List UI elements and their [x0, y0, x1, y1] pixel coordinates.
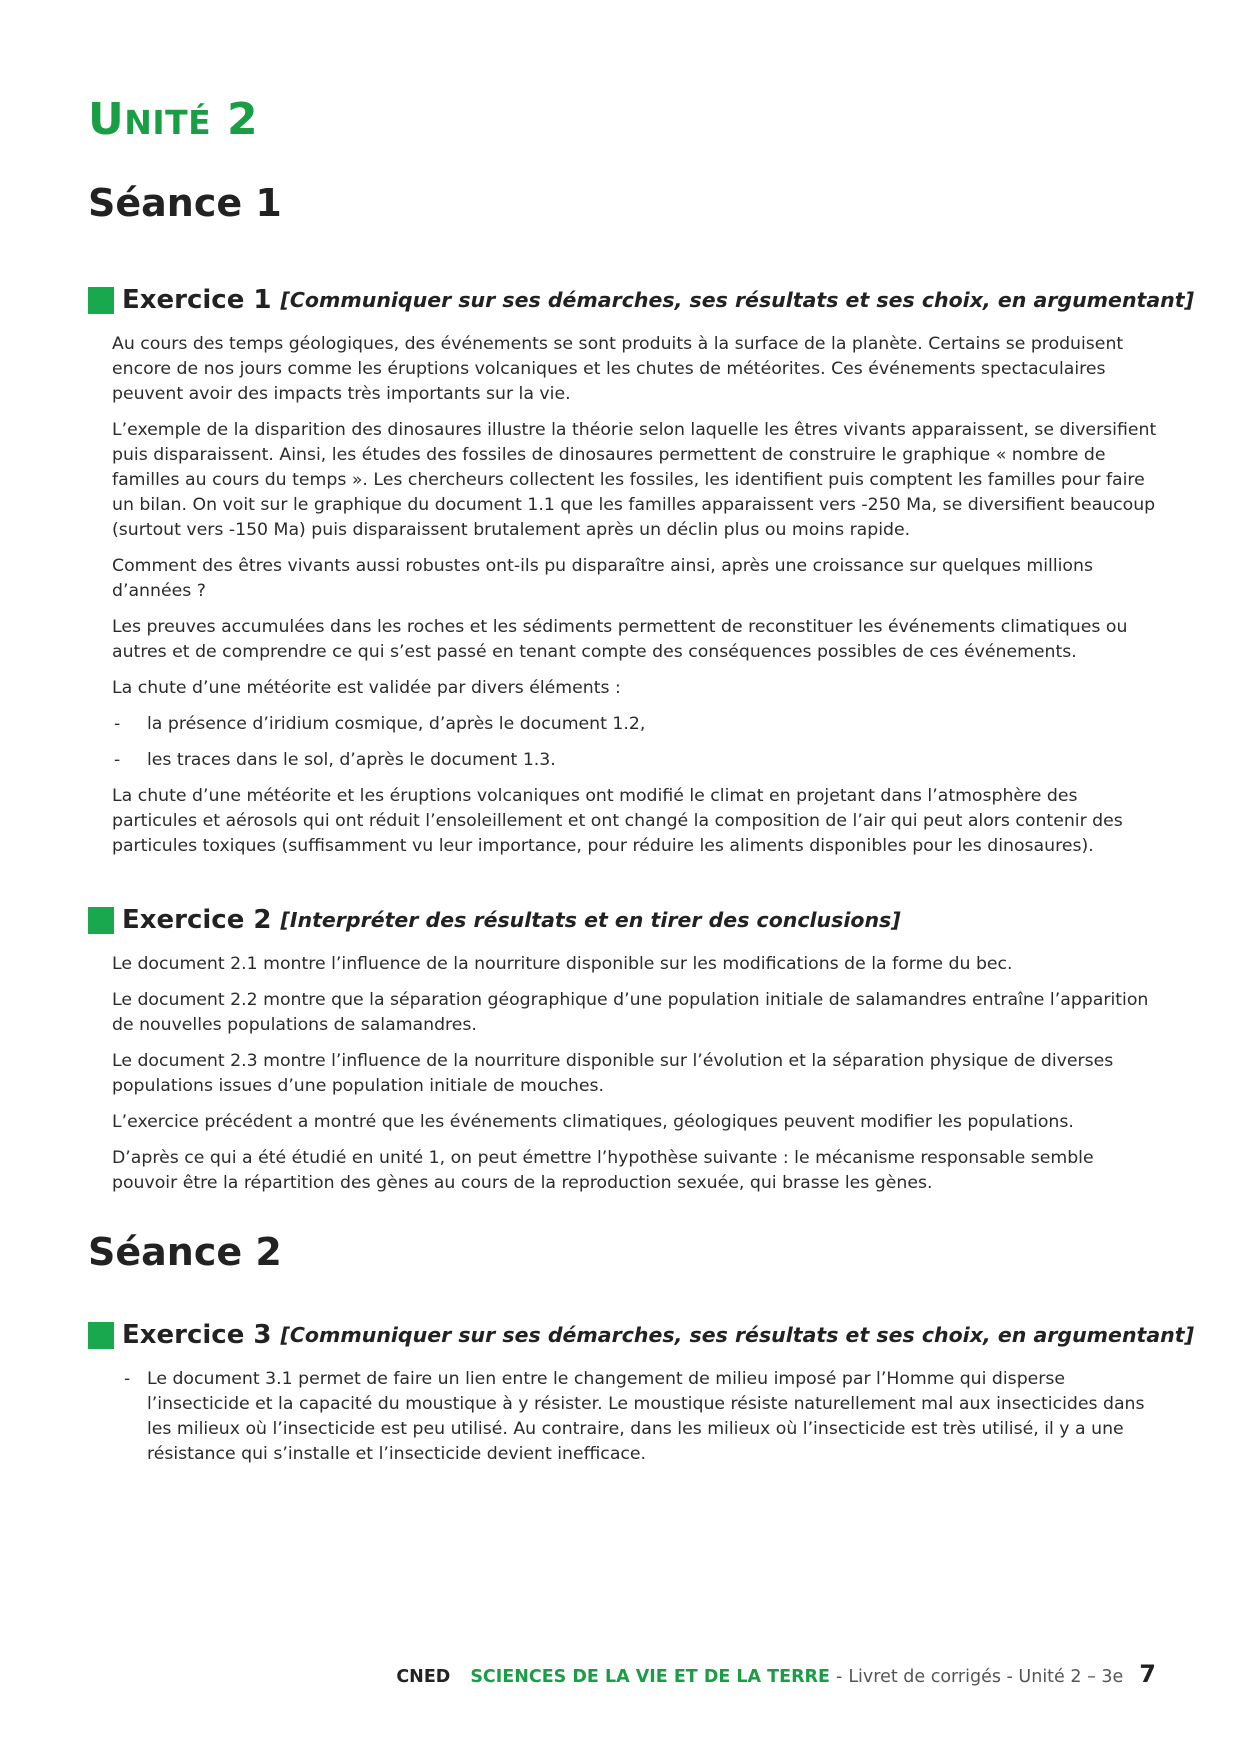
exercise-heading: [88, 1320, 1194, 1350]
seance-title: Séance 2: [88, 1230, 282, 1274]
list-item: [112, 712, 1160, 737]
footer-separator: -: [835, 1667, 843, 1687]
dash-bullet: -: [114, 750, 121, 770]
paragraph: L’exemple de la disparition des dinosaures illustre la théorie selon laquelle les êtres vivants apparaissent, se diversifient puis disparaissent. Ainsi, les études des fossiles de dinosaures permettent de construire le graphique « nombre de familles au cours du temps ». Les chercheurs collectent les fossiles, les identifient puis comptent les familles pour faire un bilan. On voit sur le graphique du document 1.1 que les familles apparaissent vers -250 Ma, se diversifient beaucoup (surtout vers -150 Ma) puis disparaissent brutalement après un déclin plus ou moins rapide.: [112, 420, 1157, 540]
exercise-name: Exercice 2: [122, 905, 272, 935]
exercise-3: [88, 1320, 1194, 1467]
dash-bullet: -: [114, 714, 121, 734]
footer-subject: SCIENCES DE LA VIE ET DE LA TERRE: [470, 1667, 830, 1687]
exercise-2: [88, 905, 1158, 1196]
page-number: 7: [1139, 1660, 1156, 1688]
paragraph: Les preuves accumulées dans les roches et les sédiments permettent de reconstituer les événements climatiques ou autres et de comprendre ce qui s’est passé en tenant compte des conséquences possibles de ces événements.: [112, 617, 1128, 662]
green-square-icon: [88, 287, 114, 314]
list-item-text: la présence d’iridium cosmique, d’après le document 1.2,: [147, 714, 646, 734]
paragraph: D’après ce qui a été étudié en unité 1, on peut émettre l’hypothèse suivante : le mécanisme responsable semble pouvoir être la répartition des gènes au cours de la reproduction sexuée, qui brasse les gènes.: [112, 1148, 1094, 1193]
paragraph: Comment des êtres vivants aussi robustes ont-ils pu disparaître ainsi, après une croissance sur quelques millions d’années ?: [112, 556, 1093, 601]
paragraph: Le document 2.3 montre l’influence de la nourriture disponible sur l’évolution et la séparation physique de diverses populations issues d’une population initiale de mouches.: [112, 1051, 1114, 1096]
seance-title: Séance 1: [88, 181, 282, 225]
list-item: [112, 1367, 1160, 1467]
bullet-list: [112, 712, 1160, 773]
paragraph: La chute d’une météorite est validée par divers éléments :: [112, 678, 621, 698]
paragraph: Le document 2.2 montre que la séparation géographique d’une population initiale de salamandres entraîne l’apparition de nouvelles populations de salamandres.: [112, 990, 1149, 1035]
dash-bullet: -: [124, 1369, 131, 1389]
page: [88, 90, 1194, 1478]
bullet-list: [112, 1367, 1160, 1467]
exercise-skill: [Communiquer sur ses démarches, ses résultats et ses choix, en argumentant]: [280, 1323, 1194, 1347]
exercise-name: Exercice 3: [122, 1320, 272, 1350]
paragraph: Au cours des temps géologiques, des événements se sont produits à la surface de la planète. Certains se produisent encore de nos jours comme les éruptions volcaniques et les chutes de météorites. Ces événements spectaculaires peuvent avoir des impacts très importants sur la vie.: [112, 334, 1124, 404]
paragraph: Le document 2.1 montre l’influence de la nourriture disponible sur les modifications de la forme du bec.: [112, 954, 1013, 974]
page-footer: [396, 1660, 1156, 1688]
paragraph: L’exercice précédent a montré que les événements climatiques, géologiques peuvent modifier les populations.: [112, 1112, 1074, 1132]
exercise-name: Exercice 1: [122, 285, 272, 315]
exercise-body: [112, 952, 1160, 1196]
exercise-body: [112, 1367, 1160, 1467]
exercise-heading: [88, 905, 1158, 935]
unit-title: UNITÉ 2: [88, 94, 259, 145]
exercise-skill: [Communiquer sur ses démarches, ses résultats et ses choix, en argumentant]: [280, 288, 1194, 312]
green-square-icon: [88, 907, 114, 934]
exercise-body: [112, 332, 1160, 859]
list-item-text: Le document 3.1 permet de faire un lien entre le changement de milieu imposé par l’Homme qui disperse l’insecticide et la capacité du moustique à y résister. Le moustique résiste naturellement mal aux insecticides dans les milieux où l’insecticide est peu utilisé. Au contraire, dans les milieux où l’insecticide est très utilisé, il y a une résistance qui s’installe et l’insecticide devient inefficace.: [147, 1369, 1145, 1464]
list-item: [112, 748, 1160, 773]
green-square-icon: [88, 1322, 114, 1349]
exercise-1: [88, 285, 1194, 859]
footer-org: CNED: [396, 1667, 451, 1687]
list-item-text: les traces dans le sol, d’après le document 1.3.: [147, 750, 556, 770]
exercise-heading: [88, 285, 1194, 315]
exercise-skill: [Interpréter des résultats et en tirer des conclusions]: [280, 908, 901, 932]
paragraph: La chute d’une météorite et les éruptions volcaniques ont modifié le climat en projetant dans l’atmosphère des particules et aérosols qui ont réduit l’ensoleillement et ont changé la composition de l’air qui peut alors contenir des particules toxiques (suffisamment vu leur importance, pour réduire les aliments disponibles pour les dinosaures).: [112, 786, 1123, 856]
footer-description: Livret de corrigés - Unité 2 – 3e: [848, 1667, 1124, 1687]
